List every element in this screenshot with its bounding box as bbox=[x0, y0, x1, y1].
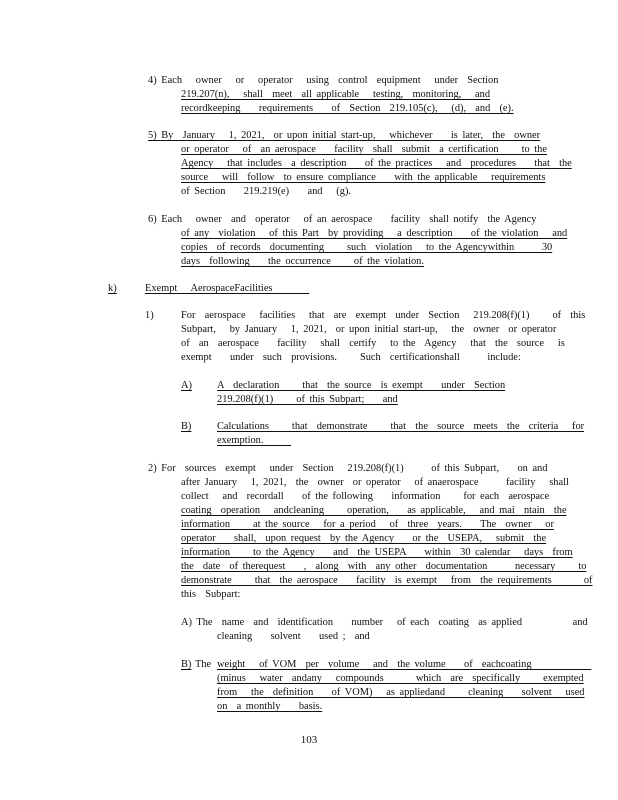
text-line: 6) Each owner and operator of an aerospace facility shall notify the Agency bbox=[148, 214, 537, 225]
text-line: For aerospace facilities that are exempt under Section 219.208(f)(1) of this bbox=[181, 310, 586, 321]
text-line: collect and recordall of the following information for each aerospace bbox=[181, 491, 550, 502]
text-line: of Section 219.219(e) and (g). bbox=[181, 186, 352, 197]
text-line: the date of therequest , along with any other documentation necessary to bbox=[181, 561, 587, 572]
text-line: days following the occurrence of the violation. bbox=[181, 256, 424, 267]
text-line: Agency that includes a description of the practices and procedures that the bbox=[181, 158, 572, 169]
text-line: 219.208(f)(1) of this Subpart; and bbox=[217, 394, 398, 405]
text-line: A) bbox=[181, 380, 192, 391]
text-line: recordkeeping requirements of Section 219.105(c), (d), and (e). bbox=[181, 103, 514, 114]
text-line: coating operation andcleaning operation, as applicable, and mai ntain the bbox=[181, 505, 567, 516]
text-line: of any violation of this Part by providing a description of the violation and bbox=[181, 228, 568, 239]
text-line: exemption. bbox=[217, 435, 292, 446]
text-line: Exempt AerospaceFacilities bbox=[145, 283, 310, 294]
text-line: Subpart, by January 1, 2021, or upon initial start-up, the owner or operator bbox=[181, 324, 557, 335]
text-line: k) bbox=[108, 283, 117, 294]
text-line: The bbox=[195, 659, 212, 670]
text-line: (minus water andany compounds which are specifically exempted bbox=[217, 673, 584, 684]
text-line: or operator of an aerospace facility shall submit a certification to the bbox=[181, 144, 547, 155]
text-line: copies of records documenting such violation to the Agencywithin 30 bbox=[181, 242, 553, 253]
text-line: weight of VOM per volume and the volume of eachcoating bbox=[217, 659, 592, 670]
text-line: 2) For sources exempt under Section 219.208(f)(1) of this Subpart, on and bbox=[148, 463, 548, 474]
text-line: source will follow to ensure compliance with the applicable requirements bbox=[181, 172, 546, 183]
text-line: B) bbox=[181, 421, 192, 432]
text-line: after January 1, 2021, the owner or operator of anaerospace facility shall bbox=[181, 477, 569, 488]
text-line: B) bbox=[181, 659, 192, 670]
text-line: this Subpart: bbox=[181, 589, 241, 600]
text-line: on a monthly basis. bbox=[217, 701, 323, 712]
text-line: 5) By January 1, 2021, or upon initial start-up, whichever is later, the owner bbox=[148, 130, 541, 141]
text-line: information to the Agency and the USEPA within 30 calendar days from bbox=[181, 547, 573, 558]
text-line: demonstrate that the aerospace facility is exempt from the requirements of bbox=[181, 575, 593, 586]
text-line: 1) bbox=[145, 310, 154, 321]
text-line: A) The name and identification number of each coating as applied and bbox=[181, 617, 588, 628]
text-line: 219.207(n), shall meet all applicable testing, monitoring, and bbox=[181, 89, 491, 100]
text-line: exempt under such provisions. Such certificationshall include: bbox=[181, 352, 521, 363]
text-line: of an aerospace facility shall certify to the Agency that the source is bbox=[181, 338, 565, 349]
text-line: from the definition of VOM) as appliedand cleaning solvent used bbox=[217, 687, 585, 698]
text-line: information at the source for a period of three years. The owner or bbox=[181, 519, 554, 530]
text-line: cleaning solvent used ; and bbox=[217, 631, 370, 642]
page-number: 103 bbox=[300, 734, 318, 746]
text-line: Calculations that demonstrate that the source meets the criteria for bbox=[217, 421, 585, 432]
text-line: A declaration that the source is exempt under Section bbox=[217, 380, 506, 391]
text-line: operator shall, upon request by the Agency or the USEPA, submit the bbox=[181, 533, 547, 544]
text-line: 4) Each owner or operator using control equipment under Section bbox=[148, 75, 499, 86]
